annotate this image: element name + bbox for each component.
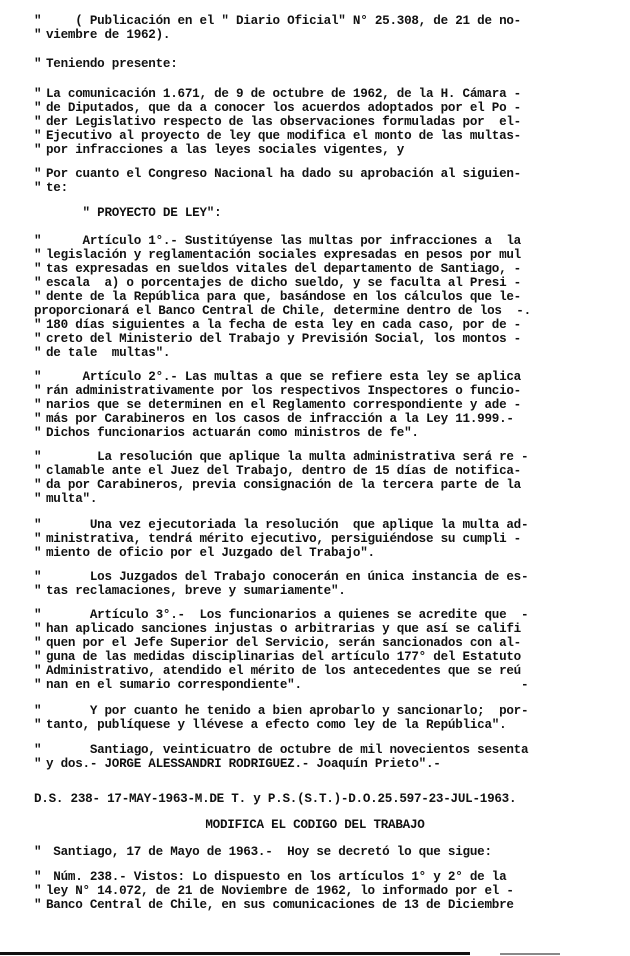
article-3-line: Administrativo, atendido el mérito de los antecedentes que se reú bbox=[46, 664, 521, 678]
text-line: tas reclamaciones, breve y sumariamente". bbox=[46, 584, 346, 598]
quote-mark: " bbox=[34, 743, 42, 757]
quote-mark: " bbox=[34, 636, 42, 650]
text-line: tanto, publíquese y llévese a efecto como ley de la República". bbox=[46, 718, 507, 732]
publication-note-line: viembre de 1962). bbox=[46, 28, 171, 42]
text-line: da por Carabineros, previa consignación de la tercera parte de la bbox=[46, 478, 521, 492]
quote-mark: " bbox=[34, 181, 42, 195]
quote-mark: " bbox=[34, 276, 42, 290]
article-2-line: Artículo 2°.- Las multas a que se refiere esta ley se aplica bbox=[46, 370, 521, 384]
quote-mark: " bbox=[34, 346, 42, 360]
article-3-line: Artículo 3°.- Los funcionarios a quienes se acredite que - bbox=[46, 608, 529, 622]
article-1-line: escala a) o porcentajes de dicho sueldo, y se faculta al Presi - bbox=[46, 276, 521, 290]
article-1-line: de tale multas". bbox=[46, 346, 171, 360]
article-1-line: legislación y reglamentación sociales expresadas en pesos por mul bbox=[46, 248, 521, 262]
page-edge-rule bbox=[0, 952, 470, 955]
quote-mark: " bbox=[34, 143, 42, 157]
text-line: de Diputados, que da a conocer los acuerdos adoptados por el Po - bbox=[46, 101, 521, 115]
text-line: Banco Central de Chile, en sus comunicaciones de 13 de Diciembre bbox=[46, 898, 514, 912]
text-line: Los Juzgados del Trabajo conocerán en única instancia de es- bbox=[46, 570, 529, 584]
text-line: clamable ante el Juez del Trabajo, dentro de 15 días de notifica- bbox=[46, 464, 521, 478]
text-line: ministrativa, tendrá mérito ejecutivo, persiguiéndose su cumpli - bbox=[46, 532, 521, 546]
text-line: La comunicación 1.671, de 9 de octubre de 1962, de la H. Cámara - bbox=[46, 87, 521, 101]
signature-line: Santiago, veinticuatro de octubre de mil novecientos sesenta bbox=[46, 743, 529, 757]
article-2-line: rán administrativamente por los respectivos Inspectores o funcio- bbox=[46, 384, 521, 398]
quote-mark: " bbox=[34, 426, 42, 440]
quote-mark: " bbox=[34, 14, 42, 28]
text-line: ley N° 14.072, de 21 de Noviembre de 1962, lo informado por el - bbox=[46, 884, 514, 898]
quote-mark: " bbox=[34, 492, 42, 506]
quote-mark: " bbox=[34, 678, 42, 692]
section-title: MODIFICA EL CODIGO DEL TRABAJO bbox=[205, 818, 425, 832]
article-3-line: han aplicado sanciones injustas o arbitrarias y que así se califi bbox=[46, 622, 521, 636]
signature-line: y dos.- JORGE ALESSANDRI RODRIGUEZ.- Joaquín Prieto".- bbox=[46, 757, 441, 771]
decree-reference: D.S. 238- 17-MAY-1963-M.DE T. y P.S.(S.T.)-D.O.25.597-23-JUL-1963. bbox=[34, 792, 517, 806]
quote-mark: " bbox=[34, 318, 42, 332]
article-1-line: 180 días siguientes a la fecha de esta ley en cada caso, por de - bbox=[46, 318, 521, 332]
preamble-heading: Teniendo presente: bbox=[46, 57, 178, 71]
quote-mark: " bbox=[34, 101, 42, 115]
article-3-line: quen por el Jefe Superior del Servicio, serán sancionados con al- bbox=[46, 636, 521, 650]
quote-mark: " bbox=[34, 898, 42, 912]
publication-note-line: ( Publicación en el " Diario Oficial" N° 25.308, de 21 de no- bbox=[46, 14, 521, 28]
text-line: multa". bbox=[46, 492, 98, 506]
article-1-line: proporcionará el Banco Central de Chile, determine dentro de los -. bbox=[34, 304, 531, 318]
text-line: Una vez ejecutoriada la resolución que aplique la multa ad- bbox=[46, 518, 529, 532]
quote-mark: " bbox=[34, 384, 42, 398]
quote-mark: " bbox=[34, 757, 42, 771]
quote-mark: " bbox=[34, 450, 42, 464]
quote-mark: " bbox=[34, 28, 42, 42]
quote-mark: " bbox=[34, 584, 42, 598]
text-line: Núm. 238.- Vistos: Lo dispuesto en los artículos 1° y 2° de la bbox=[46, 870, 507, 884]
text-line: Santiago, 17 de Mayo de 1963.- Hoy se decretó lo que sigue: bbox=[46, 845, 492, 859]
article-3-line: guna de las medidas disciplinarias del artículo 177° del Estatuto bbox=[46, 650, 521, 664]
quote-mark: " bbox=[34, 87, 42, 101]
text-line: der Legislativo respecto de las observaciones formuladas por el- bbox=[46, 115, 521, 129]
quote-mark: " bbox=[34, 870, 42, 884]
article-1-line: creto del Ministerio del Trabajo y Previsión Social, los montos - bbox=[46, 332, 521, 346]
quote-mark: " bbox=[34, 167, 42, 181]
text-line: Por cuanto el Congreso Nacional ha dado su aprobación al siguien- bbox=[46, 167, 521, 181]
quote-mark: " bbox=[34, 412, 42, 426]
quote-mark: " bbox=[34, 884, 42, 898]
quote-mark: " bbox=[34, 546, 42, 560]
quote-mark: " bbox=[34, 398, 42, 412]
quote-mark: " bbox=[34, 57, 42, 71]
quote-mark: " bbox=[34, 718, 42, 732]
quote-mark: " bbox=[34, 248, 42, 262]
quote-mark: " bbox=[34, 115, 42, 129]
quote-mark: " bbox=[34, 234, 42, 248]
page-edge-rule bbox=[500, 953, 560, 955]
quote-mark: " bbox=[34, 650, 42, 664]
quote-mark: " bbox=[34, 129, 42, 143]
article-2-line: más por Carabineros en los casos de infracción a la Ley 11.999.- bbox=[46, 412, 514, 426]
text-line: por infracciones a las leyes sociales vigentes, y bbox=[46, 143, 405, 157]
text-line: La resolución que aplique la multa administrativa será re - bbox=[46, 450, 529, 464]
article-1-line: Artículo 1°.- Sustitúyense las multas por infracciones a la bbox=[46, 234, 521, 248]
quote-mark: " bbox=[34, 570, 42, 584]
quote-mark: " bbox=[34, 518, 42, 532]
quote-mark: " bbox=[34, 290, 42, 304]
article-2-line: narios que se determinen en el Reglamento correspondiente y ade - bbox=[46, 398, 521, 412]
quote-mark: " bbox=[34, 622, 42, 636]
bill-heading: " PROYECTO DE LEY": bbox=[46, 206, 222, 220]
text-line: te: bbox=[46, 181, 68, 195]
quote-mark: " bbox=[34, 478, 42, 492]
article-1-line: tas expresadas en sueldos vitales del departamento de Santiago, - bbox=[46, 262, 521, 276]
text-line: Ejecutivo al proyecto de ley que modifica el monto de las multas- bbox=[46, 129, 521, 143]
quote-mark: " bbox=[34, 608, 42, 622]
quote-mark: " bbox=[34, 262, 42, 276]
text-line: miento de oficio por el Juzgado del Trabajo". bbox=[46, 546, 375, 560]
quote-mark: " bbox=[34, 704, 42, 718]
article-2-line: Dichos funcionarios actuarán como ministros de fe". bbox=[46, 426, 419, 440]
quote-mark: " bbox=[34, 332, 42, 346]
quote-mark: " bbox=[34, 370, 42, 384]
quote-mark: " bbox=[34, 845, 42, 859]
quote-mark: " bbox=[34, 464, 42, 478]
text-line: Y por cuanto he tenido a bien aprobarlo y sancionarlo; por- bbox=[46, 704, 529, 718]
article-3-line: nan en el sumario correspondiente". - bbox=[46, 678, 529, 692]
quote-mark: " bbox=[34, 532, 42, 546]
quote-mark: " bbox=[34, 664, 42, 678]
article-1-line: dente de la República para que, basándose en los cálculos que le- bbox=[46, 290, 521, 304]
